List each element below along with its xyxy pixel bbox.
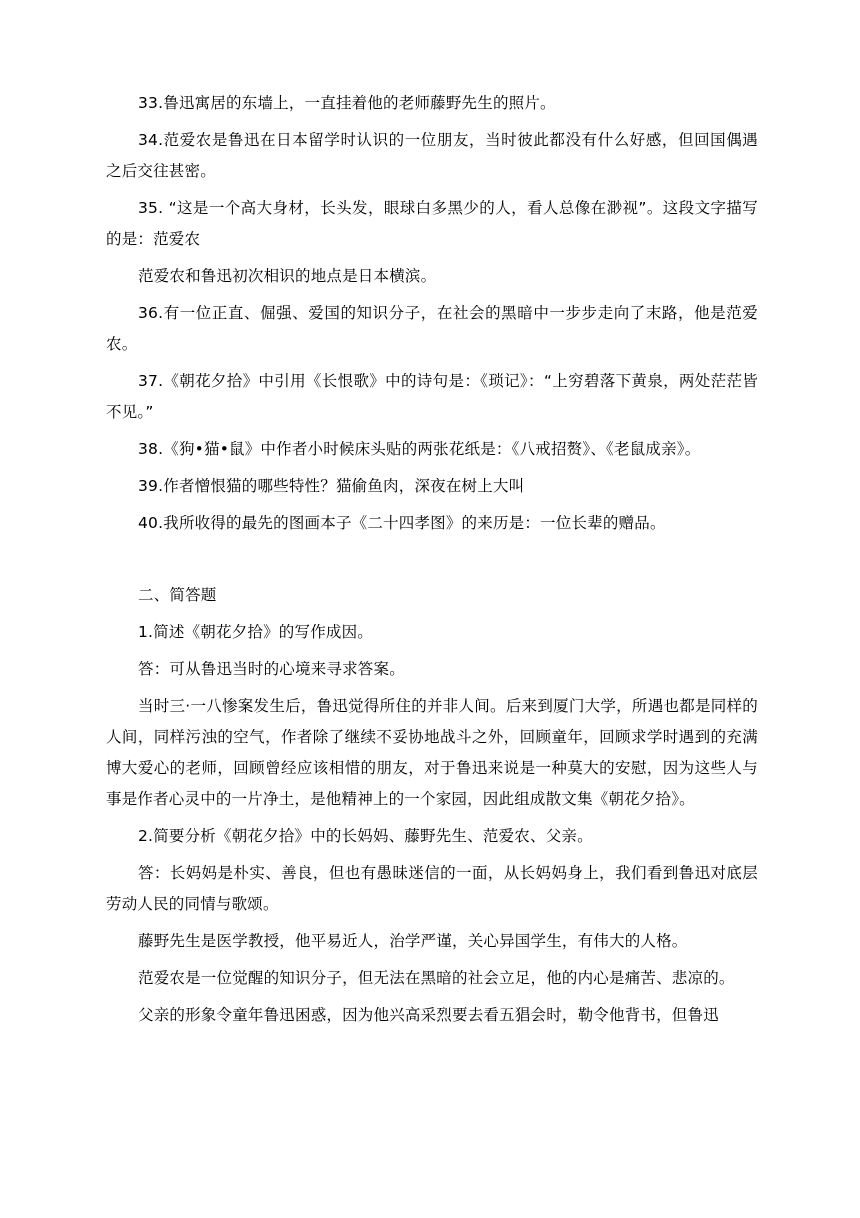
answer-2-fanainong: 范爱农是一位觉醒的知识分子，但无法在黑暗的社会立足，他的内心是痛苦、悲凉的。 bbox=[138, 969, 735, 987]
question-2: 2.简要分析《朝花夕拾》中的长妈妈、藤野先生、范爱农、父亲。 bbox=[138, 827, 593, 845]
answer-2-father: 父亲的形象令童年鲁迅困惑，因为他兴高采烈要去看五猖会时，勒令他背书，但鲁迅 bbox=[138, 1006, 719, 1024]
answer-1-body: 当时三·一八惨案发生后，鲁迅觉得所住的并非人间。后来到厦门大学，所遇也都是同样的人间，同样污浊的空气，作者除了继续不妥协地战斗之外，回顾童年，回顾求学时遇到的充满博大爱心的老师，回顾曾经应该相惜的朋友，对于鲁迅来说是一种莫大的安慰，因为这些人与事是作者心灵中的一片净土，是他精神上的一个家园，因此组成散文集《朝花夕拾》。 bbox=[106, 697, 758, 808]
document-page bbox=[106, 88, 758, 1037]
paragraph-38: 38.《狗•猫•鼠》中作者小时候床头贴的两张花纸是：《八戒招赘》、《老鼠成亲》。 bbox=[138, 440, 701, 458]
paragraph-37: 37.《朝花夕拾》中引用《长恨歌》中的诗句是：《琐记》：“上穷碧落下黄泉，两处茫茫皆不见。” bbox=[106, 372, 758, 421]
section-heading: 二、简答题 bbox=[138, 586, 217, 604]
paragraph-40: 40.我所收得的最先的图画本子《二十四孝图》的来历是：一位长辈的赠品。 bbox=[138, 514, 666, 532]
paragraph-34: 34.范爱农是鲁迅在日本留学时认识的一位朋友，当时彼此都没有什么好感，但回国偶遇之后交往甚密。 bbox=[106, 131, 758, 180]
section-gap bbox=[106, 545, 758, 580]
paragraph-35: 35. “这是一个高大身材，长头发，眼球白多黑少的人，看人总像在渺视”。这段文字描写的是：范爱农 bbox=[106, 199, 758, 248]
paragraph-33: 33.鲁迅寓居的东墙上，一直挂着他的老师藤野先生的照片。 bbox=[138, 94, 556, 112]
paragraph-35-note: 范爱农和鲁迅初次相识的地点是日本横滨。 bbox=[138, 267, 437, 285]
paragraph-39: 39.作者憎恨猫的哪些特性？猫偷鱼肉，深夜在树上大叫 bbox=[138, 477, 525, 495]
answer-2-tengye: 藤野先生是医学教授，他平易近人，治学严谨，关心异国学生，有伟大的人格。 bbox=[138, 932, 688, 950]
answer-1-intro: 答：可从鲁迅当时的心境来寻求答案。 bbox=[138, 660, 405, 678]
question-1: 1.简述《朝花夕拾》的写作成因。 bbox=[138, 623, 373, 641]
paragraph-36: 36.有一位正直、倔强、爱国的知识分子，在社会的黑暗中一步步走向了末路，他是范爱农。 bbox=[106, 304, 758, 353]
answer-2-changmama: 答：长妈妈是朴实、善良，但也有愚昧迷信的一面，从长妈妈身上，我们看到鲁迅对底层劳动人民的同情与歌颂。 bbox=[106, 864, 758, 913]
